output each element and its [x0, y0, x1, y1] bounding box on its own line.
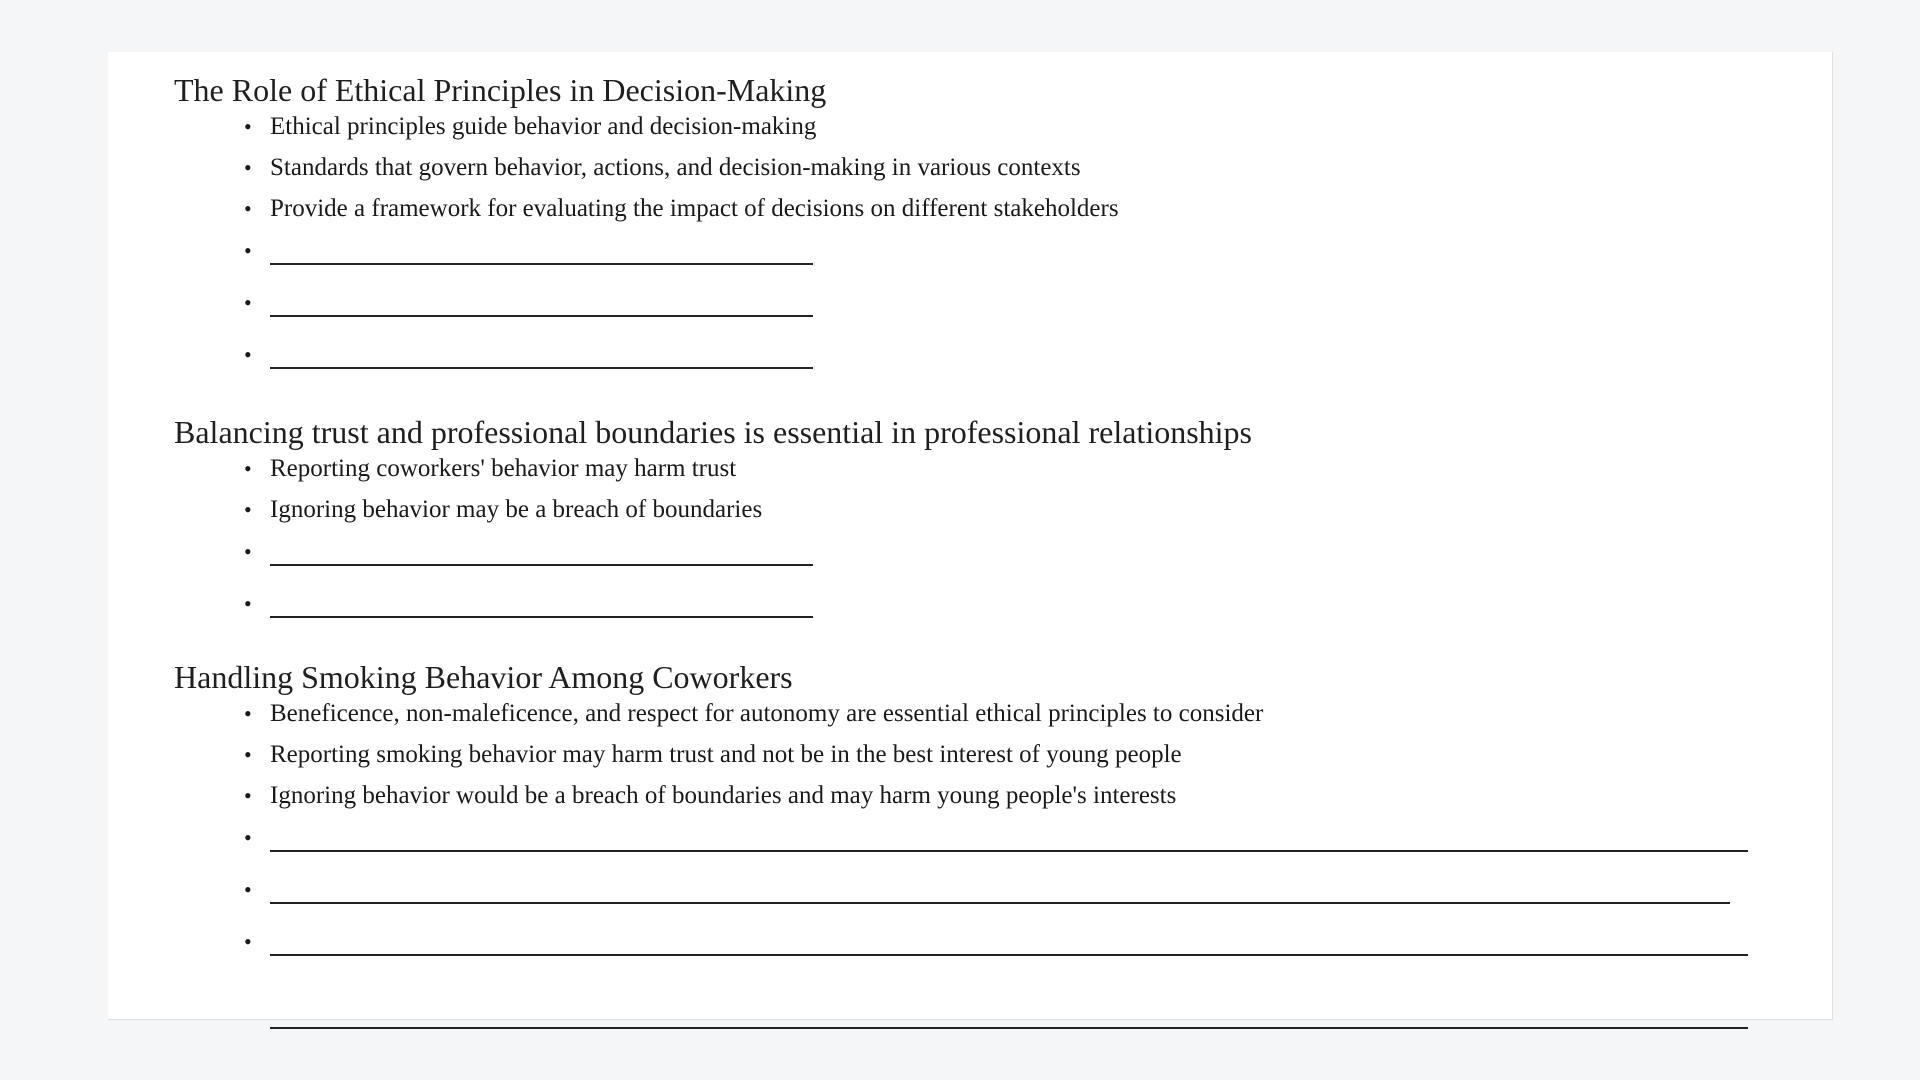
blank-answer-line[interactable]	[270, 954, 1748, 956]
section-heading: Balancing trust and professional boundaries is essential in professional relationships	[174, 414, 1252, 450]
blank-answer-line[interactable]	[270, 616, 813, 618]
bullet-icon: •	[244, 783, 252, 808]
bullet-icon: •	[244, 497, 252, 522]
list-item	[174, 110, 1119, 151]
bullet-icon: •	[244, 591, 252, 616]
list-item	[174, 779, 1748, 820]
bullet-list	[174, 110, 1119, 389]
bullet-icon: •	[244, 929, 252, 954]
blank-answer-line[interactable]	[270, 902, 1730, 904]
bullet-icon: •	[244, 456, 252, 481]
list-item	[174, 192, 1119, 233]
section-heading: The Role of Ethical Principles in Decision-Making	[174, 72, 827, 108]
bullet-icon: •	[244, 114, 252, 139]
bullet-list	[174, 697, 1748, 976]
blank-list-item[interactable]	[174, 534, 1252, 586]
blank-list-item[interactable]	[174, 337, 1119, 389]
bullet-icon: •	[244, 196, 252, 221]
blank-answer-line[interactable]	[270, 850, 1748, 852]
section-heading: Handling Smoking Behavior Among Coworkers	[174, 659, 793, 695]
bullet-icon: •	[244, 877, 252, 902]
section-trust-boundaries	[174, 412, 1252, 638]
list-item	[174, 738, 1748, 779]
bullet-icon: •	[244, 701, 252, 726]
blank-list-item[interactable]	[174, 924, 1748, 976]
bullet-icon: •	[244, 238, 252, 263]
list-item-text: Reporting smoking behavior may harm trust and not be in the best interest of young people	[270, 741, 1182, 768]
list-item-text: Reporting coworkers' behavior may harm trust	[270, 455, 737, 482]
bullet-icon: •	[244, 825, 252, 850]
list-item-text: Ignoring behavior may be a breach of boundaries	[270, 496, 763, 523]
section-ethical-principles	[174, 70, 1119, 389]
blank-list-item[interactable]	[174, 285, 1119, 337]
list-item	[174, 493, 1252, 534]
blank-answer-line[interactable]	[270, 263, 813, 265]
list-item-text: Standards that govern behavior, actions, and decision-making in various contexts	[270, 154, 1081, 181]
bullet-icon: •	[244, 342, 252, 367]
blank-list-item[interactable]	[174, 233, 1119, 285]
document-page	[108, 52, 1833, 1020]
list-item	[174, 452, 1252, 493]
blank-list-item[interactable]	[174, 586, 1252, 638]
bullet-list	[174, 452, 1252, 638]
blank-answer-line[interactable]	[270, 564, 813, 566]
blank-list-item[interactable]	[174, 872, 1748, 924]
bullet-icon: •	[244, 155, 252, 180]
section-smoking-behavior	[174, 657, 1748, 976]
list-item	[174, 697, 1748, 738]
blank-answer-line-overflow[interactable]	[270, 1027, 1748, 1029]
bullet-icon: •	[244, 290, 252, 315]
list-item-text: Provide a framework for evaluating the impact of decisions on different stakeholders	[270, 195, 1119, 222]
list-item-text: Ignoring behavior would be a breach of boundaries and may harm young people's interests	[270, 782, 1177, 809]
blank-answer-line[interactable]	[270, 315, 813, 317]
list-item	[174, 151, 1119, 192]
blank-answer-line[interactable]	[270, 367, 813, 369]
bullet-icon: •	[244, 539, 252, 564]
blank-list-item[interactable]	[174, 820, 1748, 872]
list-item-text: Ethical principles guide behavior and decision-making	[270, 113, 817, 140]
list-item-text: Beneficence, non-maleficence, and respect for autonomy are essential ethical principles to consider	[270, 700, 1264, 727]
bullet-icon: •	[244, 742, 252, 767]
